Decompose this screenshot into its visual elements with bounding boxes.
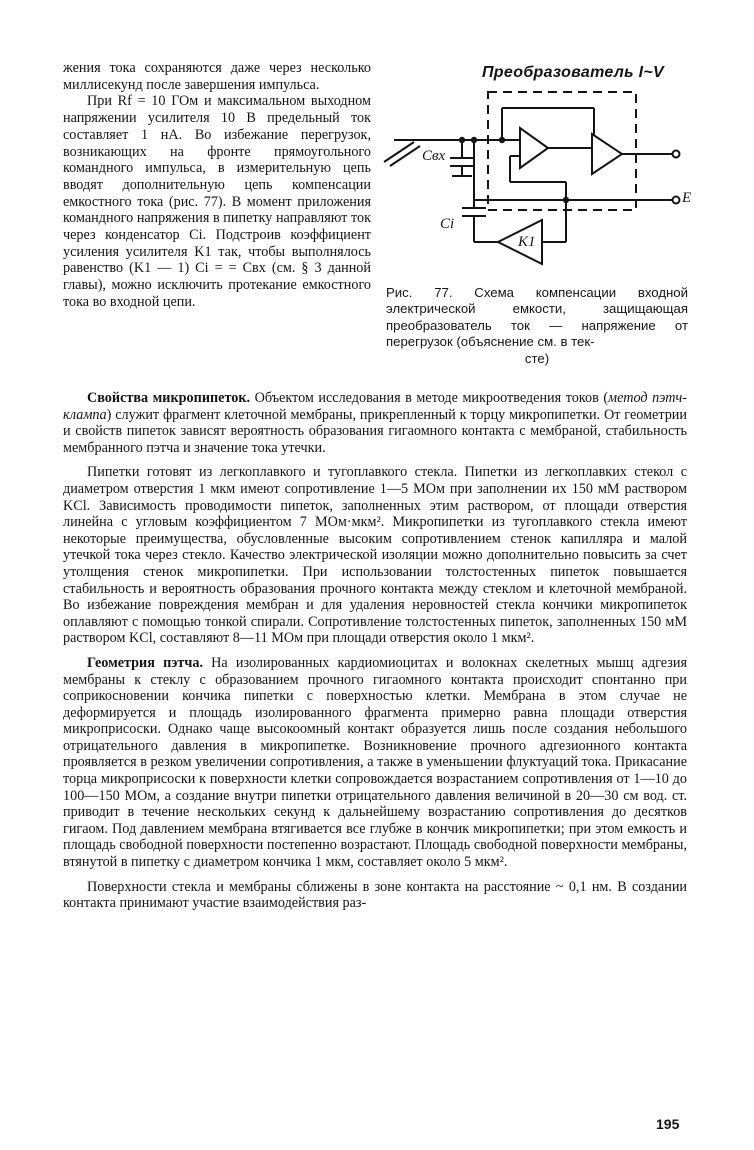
paragraph-text: Объектом исследования в методе микроотведения токов (: [250, 390, 609, 406]
figure-caption: [386, 285, 688, 367]
figure-title: Преобразователь I~V: [482, 64, 664, 81]
label-k1: K1: [518, 234, 536, 250]
paragraph-patch-geometry: [63, 655, 687, 871]
left-paragraph-2: При Rf = 10 ГОм и максимальном выходном напряжении усилителя 10 В предельный ток составляет 1 нА. Во избежание перегрузок, возникающих на фронте прямоугольного командного импульса, в измерительную цепь вводят дополнительную цепь компенсации емкостного тока (рис. 77). В момент приложения командного напряжения в пипетку направляют ток через конденсатор Ci. Подстроив коэффициент усиления усилителя K1 так, чтобы выполнялось равенство (K1 — 1) Ci = = Cвх (см. § 3 данной главы), можно исключить протекание емкостного тока во входной цепи.: [63, 93, 371, 310]
pipette-icon: [384, 142, 420, 166]
page-number: 195: [656, 1116, 680, 1132]
label-ci: Ci: [440, 216, 455, 232]
label-e: E: [682, 190, 692, 206]
paragraph-text: На изолированных кардиомиоцитах и волокнах скелетных мышц адгезия мембраны к стеклу с образованием прочного гигаомного контакта происходит спонтанно при соприкосновении кончика пипетки с поверхностью клетки. Мембрана в этом случае не деформируется и площадь изолированного фрагмента примерно равна площади отверстия микроприсоски. Однако чаще высокоомный контакт образуется лишь после создания небольшого отрицательного давления в микропипетке. Возникновение прочного адгезионного контакта проявляется в резком увеличении сопротивления, а также в уменьшении флуктуаций тока. Прикасание торца микроприсоски к поверхности клетки сопровождается возрастанием сопротивления от 1—10 до 100—150 МОм, а создание внутри пипетки отрицательного давления величиной в 20—30 см вод. ст. приводит в течение нескольких секунд к дальнейшему возрастанию сопротивления до десятков гигаом. Под давлением мембрана втягивается все глубже в кончик микропипетки; при этом емкость и площадь свободной поверхности постепенно возрастают. Площадь свободной поверхности мембраны, втянутой в пипетку с диаметром кончика 1 мкм, составляет около 5 мкм².: [63, 654, 687, 871]
left-column: [63, 60, 371, 311]
patch-clamp-term: метод пэтч-клампа: [63, 390, 687, 423]
main-text: [63, 390, 687, 912]
label-cin: Cвх: [422, 148, 446, 164]
opamp-2: [592, 134, 622, 174]
heading-patch-geometry: Геометрия пэтча.: [87, 654, 203, 671]
heading-micropipette-properties: Свойства микропипеток.: [87, 390, 251, 406]
figure-77: [382, 62, 696, 290]
paragraph-micropipette-properties: [63, 390, 687, 456]
circuit-diagram: [382, 62, 696, 290]
paragraph-surfaces: Поверхности стекла и мембраны сближены в зоне контакта на расстояние ~ 0,1 нм. В создании контакта принимают участие взаимодействия раз-: [63, 878, 687, 912]
caption-end: сте): [524, 350, 550, 366]
paragraph-pipette-preparation: Пипетки готовят из легкоплавкого и тугоплавкого стекла. Пипетки из легкоплавких стекол с диаметром отверстия 1 мкм имеют сопротивление 1—5 МОм при заполнении их 150 мМ раствором KCl. Зависимость проводимости пипеток, заполненных этим раствором, от площади отверстия линейна с угловым коэффициентом 7 МОм·мкм². Микропипетки из тугоплавкого стекла имеют некоторые преимущества, обусловленные высоким сопротивлением стенок капилляра и малой утечкой тока через стекло. Качество электрической изоляции можно дополнительно повысить за счет утолщения стенок микропипетки. При использовании толстостенных пипеток повышается стабильность и вероятность образования прочного контакта между стеклом и клеточной мембраной. Во избежание повреждения мембран и для удаления неровностей стекла кончики микропипеток оплавляют с помощью тонкой спирали. Сопротивление толстостенных пипеток, заполненных 150 мМ раствором KCl, составляют 8—11 МОм при площади отверстия около 1 мкм².: [63, 464, 687, 647]
paragraph-text: ) служит фрагмент клеточной мембраны, прикрепленный к торцу микропипетки. От геометрии и свойств пипеток зависят вероятность образования гигаомного контакта с мембраной, стабильность мембранного пэтча и значение тока утечки.: [63, 406, 687, 456]
left-paragraph-1: жения тока сохраняются даже через несколько миллисекунд после завершения импульса.: [63, 60, 371, 93]
opamp-1: [520, 128, 548, 168]
caption-text: Рис. 77. Схема компенсации входной электрической емкости, защищающая преобразователь ток — напряжение от перегрузок (объяснение см. в тек-: [386, 285, 688, 350]
